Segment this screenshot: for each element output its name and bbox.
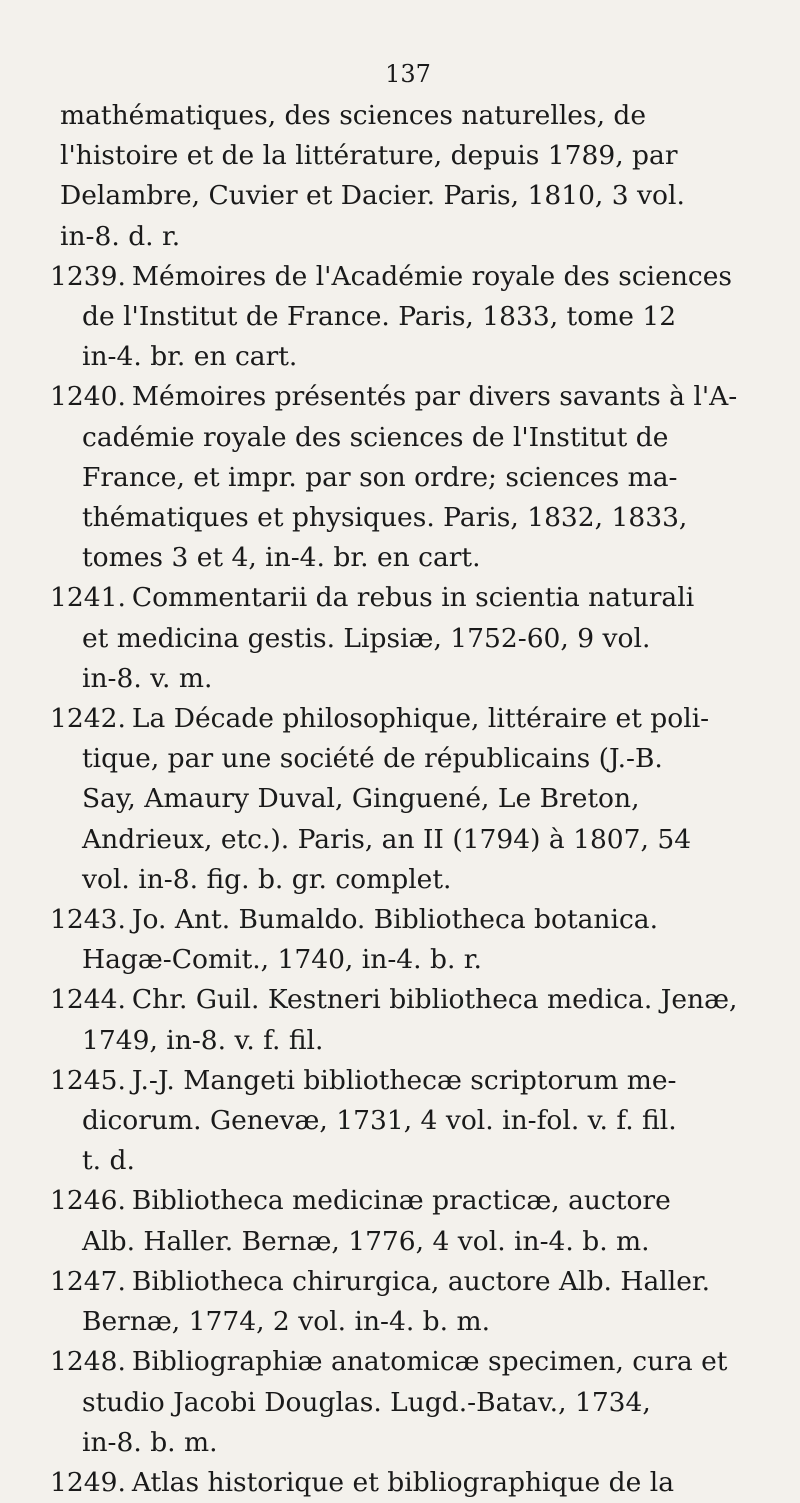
entry-line: Mémoires présentés par divers savants à l'A-	[131, 381, 738, 413]
entry-line: Bibliotheca medicinæ practicæ, auctore	[131, 1185, 671, 1217]
entry-line: et medicina gestis. Lipsiæ, 1752-60, 9 vol.	[82, 622, 651, 654]
entry-line: Mémoires de l'Académie royale des sciences	[131, 260, 733, 292]
entry-line: Chr. Guil. Kestneri bibliotheca medica. Jenæ,	[131, 984, 738, 1016]
entry-number: 1245.	[50, 1064, 126, 1096]
entry-number: 1239.	[50, 260, 126, 292]
entry-line: Say, Amaury Duval, Ginguené, Le Breton,	[82, 783, 640, 815]
entry-line: Hagæ-Comit., 1740, in-4. b. r.	[82, 944, 482, 976]
page-number: 137	[385, 60, 431, 88]
catalog-entry	[50, 1061, 756, 1182]
entry-number: 1241.	[50, 582, 126, 614]
catalog-entry	[50, 1342, 756, 1463]
entry-line: 1749, in-8. v. f. fil.	[82, 1024, 324, 1056]
entry-line: dicorum. Genevæ, 1731, 4 vol. in-fol. v. f. fil.	[82, 1105, 677, 1137]
entry-line: Andrieux, etc.). Paris, an II (1794) à 1807, 54	[82, 823, 692, 855]
entry-line: cadémie royale des sciences de l'Institut de	[82, 421, 669, 453]
entry-line: mathématiques, des sciences naturelles, de	[60, 100, 647, 131]
entry-line: France, et impr. par son ordre; sciences ma-	[82, 461, 678, 493]
entry-number: 1243.	[50, 904, 126, 936]
entry-line: tomes 3 et 4, in-4. br. en cart.	[82, 542, 481, 574]
entry-line: thématiques et physiques. Paris, 1832, 1833,	[82, 502, 688, 534]
entry-line: La Décade philosophique, littéraire et poli-	[131, 703, 710, 735]
catalog-entry	[50, 980, 756, 1060]
entry-line: Alb. Haller. Bernæ, 1776, 4 vol. in-4. b. m.	[82, 1225, 650, 1257]
entry-line: t. d.	[82, 1145, 135, 1177]
catalog-entry	[60, 96, 756, 257]
entry-number: 1244.	[50, 984, 126, 1016]
entry-number: 1249.	[50, 1466, 126, 1498]
entry-line: Commentarii da rebus in scientia naturali	[131, 582, 695, 614]
entry-line: in-8. b. m.	[82, 1426, 218, 1458]
entry-line: l'histoire et de la littérature, depuis 1789, par	[60, 140, 678, 172]
catalog-entry	[50, 900, 756, 980]
entry-line: Jo. Ant. Bumaldo. Bibliotheca botanica.	[131, 904, 659, 936]
catalog-entry	[50, 1181, 756, 1261]
entry-number: 1248.	[50, 1346, 126, 1378]
entry-number: 1247.	[50, 1265, 126, 1297]
catalog-entry	[50, 699, 756, 900]
entry-line: de l'Institut de France. Paris, 1833, tome 12	[82, 301, 677, 333]
entry-line: J.-J. Mangeti bibliothecæ scriptorum me-	[131, 1064, 677, 1096]
entry-line: vol. in-8. fig. b. gr. complet.	[82, 863, 452, 895]
entry-line: tique, par une société de républicains (J.-B.	[82, 743, 663, 775]
entry-line: Bernæ, 1774, 2 vol. in-4. b. m.	[82, 1306, 491, 1338]
entry-line: studio Jacobi Douglas. Lugd.-Batav., 1734,	[82, 1386, 651, 1418]
entry-number: 1246.	[50, 1185, 126, 1217]
entry-line: in-8. d. r.	[60, 220, 181, 252]
entry-number: 1240.	[50, 381, 126, 413]
catalog-entry	[50, 377, 756, 578]
catalog-entry	[50, 257, 756, 378]
entry-line: in-4. br. en cart.	[82, 341, 298, 373]
catalog-entry	[50, 1262, 756, 1342]
entry-line: Bibliographiæ anatomicæ specimen, cura et	[131, 1346, 728, 1378]
catalog-entry	[50, 578, 756, 699]
entry-line: in-8. v. m.	[82, 662, 213, 694]
entry-number: 1242.	[50, 703, 126, 735]
catalog-entry	[50, 1463, 756, 1503]
entry-line: Delambre, Cuvier et Dacier. Paris, 1810, 3 vol.	[60, 180, 685, 212]
entry-line: Atlas historique et bibliographique de la	[131, 1466, 674, 1498]
entry-line: Bibliotheca chirurgica, auctore Alb. Haller.	[131, 1265, 711, 1297]
